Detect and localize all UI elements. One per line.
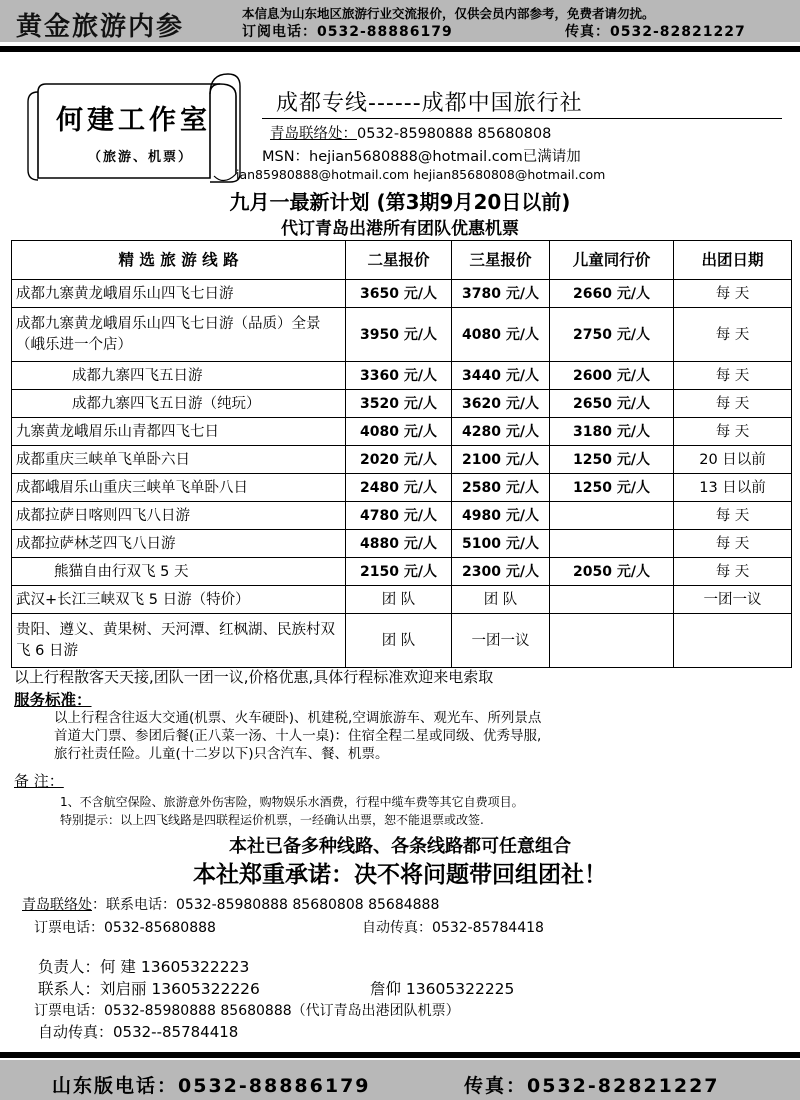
depart-date: 每 天 [674,558,792,586]
table-row [12,280,792,308]
route-cell: 成都重庆三峡单飞单卧六日 [12,446,346,474]
depart-date: 每 天 [674,362,792,390]
price-two-star: 4080 元/人 [346,418,452,446]
price-three-star: 2300 元/人 [452,558,550,586]
price-three-star: 团 队 [452,586,550,614]
footer-fax: 传真：0532-82821227 [464,1075,720,1097]
logo-subtitle: （旅游、机票） [88,150,194,165]
service-line: 旅行社责任险。儿童(十二岁以下)只含汽车、餐、机票。 [54,746,389,762]
table-row [12,308,792,362]
price-three-star: 一团一议 [452,614,550,668]
price-child: 2650 元/人 [550,390,674,418]
depart-date: 每 天 [674,502,792,530]
table-row [12,614,792,668]
qingdao-office-label: 青岛联络处： [270,126,357,142]
group-note: 以上行程散客天天接,团队一团一议,价格优惠,具体行程标准欢迎来电索取 [14,668,494,686]
price-child: 2600 元/人 [550,362,674,390]
route-cell: 九寨黄龙峨眉乐山青都四飞七日 [12,418,346,446]
top-rule [0,46,800,52]
header-three-star: 三星报价 [452,241,550,280]
price-three-star: 2580 元/人 [452,474,550,502]
price-child: 1250 元/人 [550,474,674,502]
remark-title: 备 注： [14,772,64,790]
agency-title: 成都专线------成都中国旅行社 [276,91,583,116]
table-row [12,446,792,474]
table-row [12,474,792,502]
header-date: 出团日期 [674,241,792,280]
header-route: 精 选 旅 游 线 路 [12,241,346,280]
route-cell: 成都九寨四飞五日游 [12,362,346,390]
service-line: 以上行程含往返大交通(机票、火车硬卧)、机建税,空调旅游车、观光车、所列景点 [54,710,542,726]
qingdao-office-label-2: 青岛联络处 [22,897,92,913]
price-three-star: 4280 元/人 [452,418,550,446]
depart-date: 每 天 [674,418,792,446]
route-cell: 成都九寨黄龙峨眉乐山四飞七日游（品质）全景（峨乐进一个店） [12,308,346,362]
bottom-rule [0,1052,800,1058]
plan-subtitle: 代订青岛出港所有团队优惠机票 [281,219,519,239]
promo-line-2: 本社郑重承诺：决不将问题带回组团社！ [193,862,607,888]
remark-line: 特别提示：以上四飞线路是四联程运价机票，一经确认出票，恕不能退票或改签. [60,813,484,827]
price-two-star: 团 队 [346,614,452,668]
price-child: 1250 元/人 [550,446,674,474]
auto-fax-2: 自动传真：0532--85784418 [38,1023,239,1041]
remark-line: 1、不含航空保险、旅游意外伤害险，购物娱乐水酒费，行程中缆车费等其它自费项目。 [60,795,524,809]
table-row [12,558,792,586]
price-two-star: 2150 元/人 [346,558,452,586]
price-three-star: 5100 元/人 [452,530,550,558]
table-row [12,418,792,446]
price-three-star: 4080 元/人 [452,308,550,362]
masthead-order-phone: 订阅电话：0532-88886179 [242,24,453,40]
route-cell: 贵阳、遵义、黄果树、天河潭、红枫湖、民族村双飞 6 日游 [12,614,346,668]
promo-line-1: 本社已备多种线路、各条线路都可任意组合 [229,836,571,857]
ticket-phone: 订票电话：0532-85680888 [34,920,216,936]
table-header-row [12,241,792,280]
table-row [12,390,792,418]
depart-date: 每 天 [674,530,792,558]
logo-studio-name: 何建工作室 [56,105,211,136]
price-three-star: 2100 元/人 [452,446,550,474]
auto-fax: 自动传真：0532-85784418 [362,920,544,936]
price-child: 2750 元/人 [550,308,674,362]
table-row [12,502,792,530]
price-two-star: 3360 元/人 [346,362,452,390]
price-two-star: 团 队 [346,586,452,614]
header-child: 儿童同行价 [550,241,674,280]
price-two-star: 4880 元/人 [346,530,452,558]
price-two-star: 4780 元/人 [346,502,452,530]
route-cell: 成都九寨四飞五日游（纯玩） [12,390,346,418]
table-row [12,530,792,558]
price-child [550,614,674,668]
depart-date: 一团一议 [674,586,792,614]
route-cell: 成都拉萨林芝四飞八日游 [12,530,346,558]
table-row [12,362,792,390]
depart-date: 每 天 [674,390,792,418]
depart-date: 13 日以前 [674,474,792,502]
qingdao-office-line [270,122,551,143]
table-row [12,586,792,614]
price-three-star: 3620 元/人 [452,390,550,418]
depart-date: 20 日以前 [674,446,792,474]
price-two-star: 3520 元/人 [346,390,452,418]
footer-phone: 山东版电话：0532-88886179 [52,1075,371,1097]
qingdao-office-phones: 0532-85980888 85680808 [357,126,552,142]
price-child: 2660 元/人 [550,280,674,308]
qingdao-office-contact [22,894,439,914]
price-two-star: 2480 元/人 [346,474,452,502]
route-cell: 熊猫自由行双飞 5 天 [12,558,346,586]
route-cell: 成都拉萨日喀则四飞八日游 [12,502,346,530]
msn-line-2: ian85980888@hotmail.com hejian85680808@hotmail.com [236,167,606,182]
header-two-star: 二星报价 [346,241,452,280]
price-table [11,240,792,668]
agency-divider [262,118,782,119]
masthead-title: 黄金旅游内参 [16,12,185,42]
route-cell: 成都九寨黄龙峨眉乐山四飞七日游 [12,280,346,308]
service-line: 首道大门票、参团后餐(正八菜一汤、十人一桌)：住宿全程二星或同级、优秀导服, [54,728,542,744]
price-three-star: 3440 元/人 [452,362,550,390]
qingdao-office-phones-2: ：联系电话：0532-85980888 85680808 85684888 [92,897,440,913]
price-child: 3180 元/人 [550,418,674,446]
masthead-fax: 传真：0532-82821227 [565,24,746,40]
plan-title: 九月一最新计划 (第3期9月20日以前) [229,190,571,214]
service-standard-title: 服务标准： [14,691,92,709]
route-cell: 武汉+长江三峡双飞 5 日游（特价） [12,586,346,614]
manager: 负责人：何 建 13605322223 [38,958,250,976]
ticket-phone-2: 订票电话：0532-85980888 85680888（代订青岛出港团队机票） [34,1003,460,1019]
price-two-star: 2020 元/人 [346,446,452,474]
contact-person-1: 联系人：刘启丽 13605322226 [38,980,260,998]
msn-line: MSN：hejian5680888@hotmail.com已满请加 [262,149,581,165]
price-child [550,530,674,558]
depart-date: 每 天 [674,308,792,362]
price-child [550,502,674,530]
depart-date [674,614,792,668]
depart-date: 每 天 [674,280,792,308]
price-three-star: 3780 元/人 [452,280,550,308]
price-child [550,586,674,614]
price-two-star: 3650 元/人 [346,280,452,308]
contact-person-2: 詹仰 13605322225 [370,980,515,998]
price-two-star: 3950 元/人 [346,308,452,362]
price-three-star: 4980 元/人 [452,502,550,530]
route-cell: 成都峨眉乐山重庆三峡单飞单卧八日 [12,474,346,502]
masthead-notice: 本信息为山东地区旅游行业交流报价，仅供会员内部参考，免费者请勿扰。 [242,6,655,21]
price-child: 2050 元/人 [550,558,674,586]
